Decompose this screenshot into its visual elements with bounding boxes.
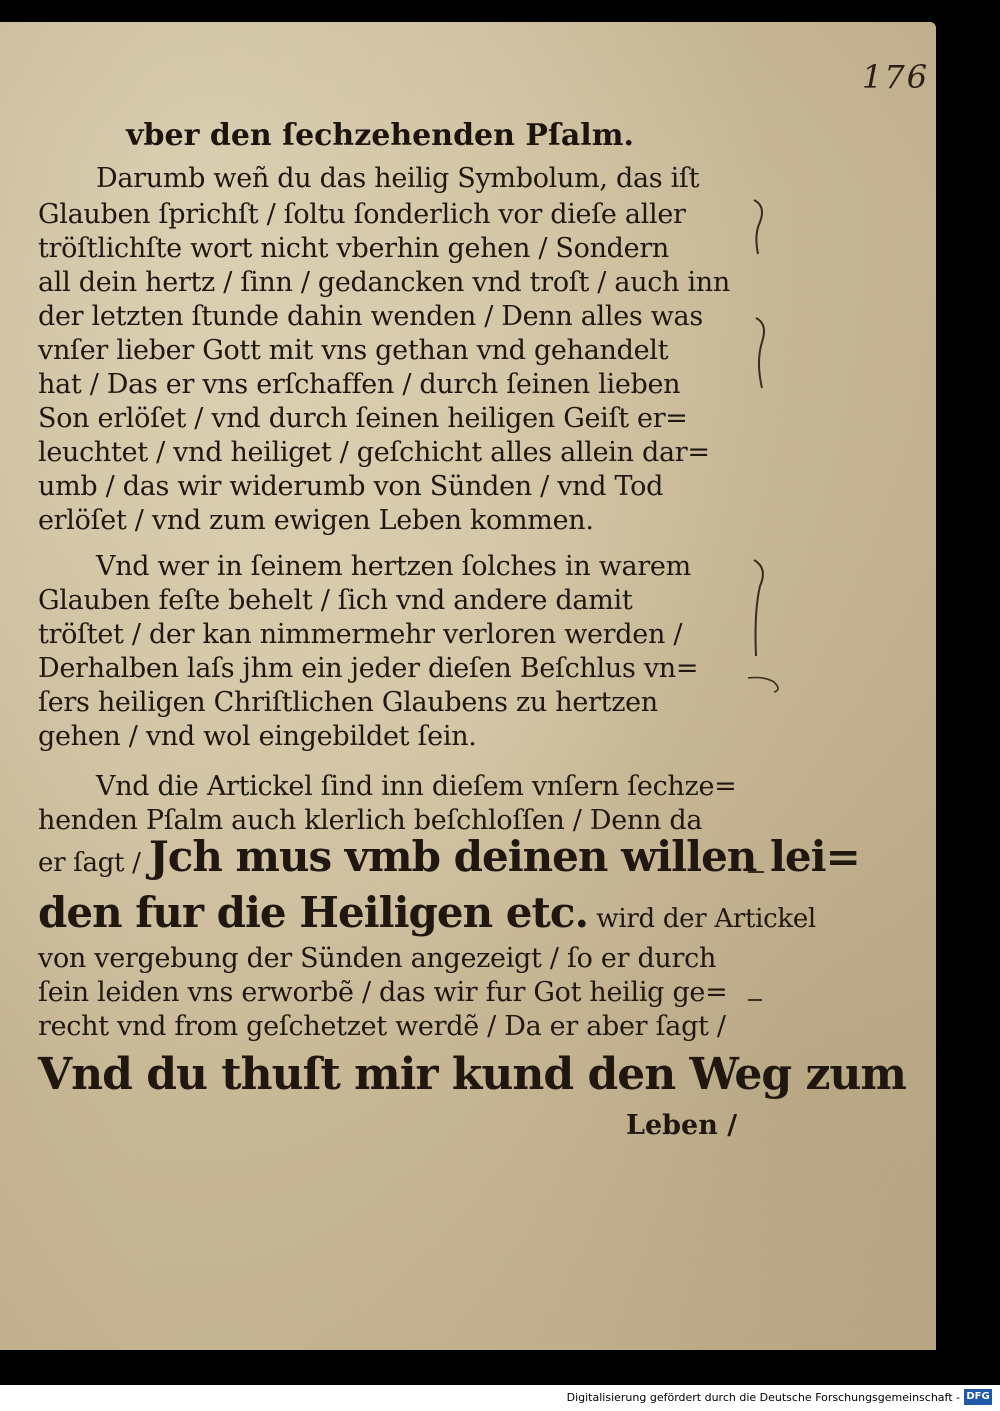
catchword: Leben / (626, 1110, 738, 1141)
text-line-14: tröſtet / der kan nimmermehr verloren werden / (38, 619, 683, 650)
text-line-21 (38, 886, 816, 946)
text-line-18: Vnd die Artickel ſind inn dieſem vnſern ſechze= (96, 771, 737, 802)
text-line-20 (38, 830, 860, 890)
text-line-20-small: er ſagt / (38, 848, 141, 878)
page-number: 176 (862, 58, 930, 96)
text-line-22: von vergebung der Sünden angezeigt / ſo er durch (38, 943, 717, 974)
footer-credit: Digitalisierung gefördert durch die Deutsche Forschungsgemeinschaft - (566, 1391, 960, 1404)
text-line-10: umb / das wir widerumb von Sünden / vnd Tod (38, 471, 664, 502)
text-line-12: Vnd wer in ſeinem hertzen ſolches in warem (96, 551, 691, 582)
footer-bar (0, 1385, 1000, 1411)
text-line-17: gehen / vnd wol eingebildet ſein. (38, 721, 477, 752)
text-line-5: der letzten ſtunde dahin wenden / Denn alles was (38, 301, 703, 332)
margin-brackets (744, 182, 784, 722)
running-head: vber den ſechzehenden Pſalm. (126, 118, 634, 153)
book-page (0, 22, 936, 1350)
text-line-21-large: den fur die Heiligen etc. (38, 888, 589, 937)
text-line-9: leuchtet / vnd heiliget / geſchicht alles allein dar= (38, 437, 710, 468)
text-line-19: henden Pſalm auch klerlich beſchloſſen / Denn da (38, 805, 703, 836)
margin-dashes (742, 862, 772, 1022)
text-line-13: Glauben feſte behelt / ſich vnd andere damit (38, 585, 633, 616)
text-line-3: tröſtlichſte wort nicht vberhin gehen / Sondern (38, 233, 670, 264)
text-line-21-small: wird der Artickel (596, 904, 816, 934)
text-line-16: ſers heiligen Chriſtlichen Glaubens zu hertzen (38, 687, 658, 718)
text-line-2: Glauben ſprichſt / ſoltu ſonderlich vor dieſe aller (38, 199, 686, 230)
text-line-23: ſein leiden vns erworbẽ / das wir fur Got heilig ge= (38, 977, 728, 1008)
text-line-11: erlöſet / vnd zum ewigen Leben kommen. (38, 505, 594, 536)
text-line-8: Son erlöſet / vnd durch ſeinen heiligen Geiſt er= (38, 403, 688, 434)
text-line-15: Derhalben laſs jhm ein jeder dieſen Beſchlus vn= (38, 653, 699, 684)
dfg-logo-icon: DFG (964, 1389, 992, 1405)
text-line-4: all dein hertz / ſinn / gedancken vnd troſt / auch inn (38, 267, 730, 298)
text-line-1: Darumb weñ du das heilig Symbolum, das iſt (96, 163, 700, 194)
text-line-7: hat / Das er vns erſchaffen / durch ſeinen lieben (38, 369, 681, 400)
text-line-20-large: Jch mus vmb deinen willen lei= (148, 832, 860, 881)
text-line-24: recht vnd from geſchetzet werdẽ / Da er aber ſagt / (38, 1011, 726, 1042)
text-line-25: Vnd du thuſt mir kund den Weg zum (38, 1049, 906, 1100)
text-line-6: vnſer lieber Gott mit vns gethan vnd gehandelt (38, 335, 669, 366)
